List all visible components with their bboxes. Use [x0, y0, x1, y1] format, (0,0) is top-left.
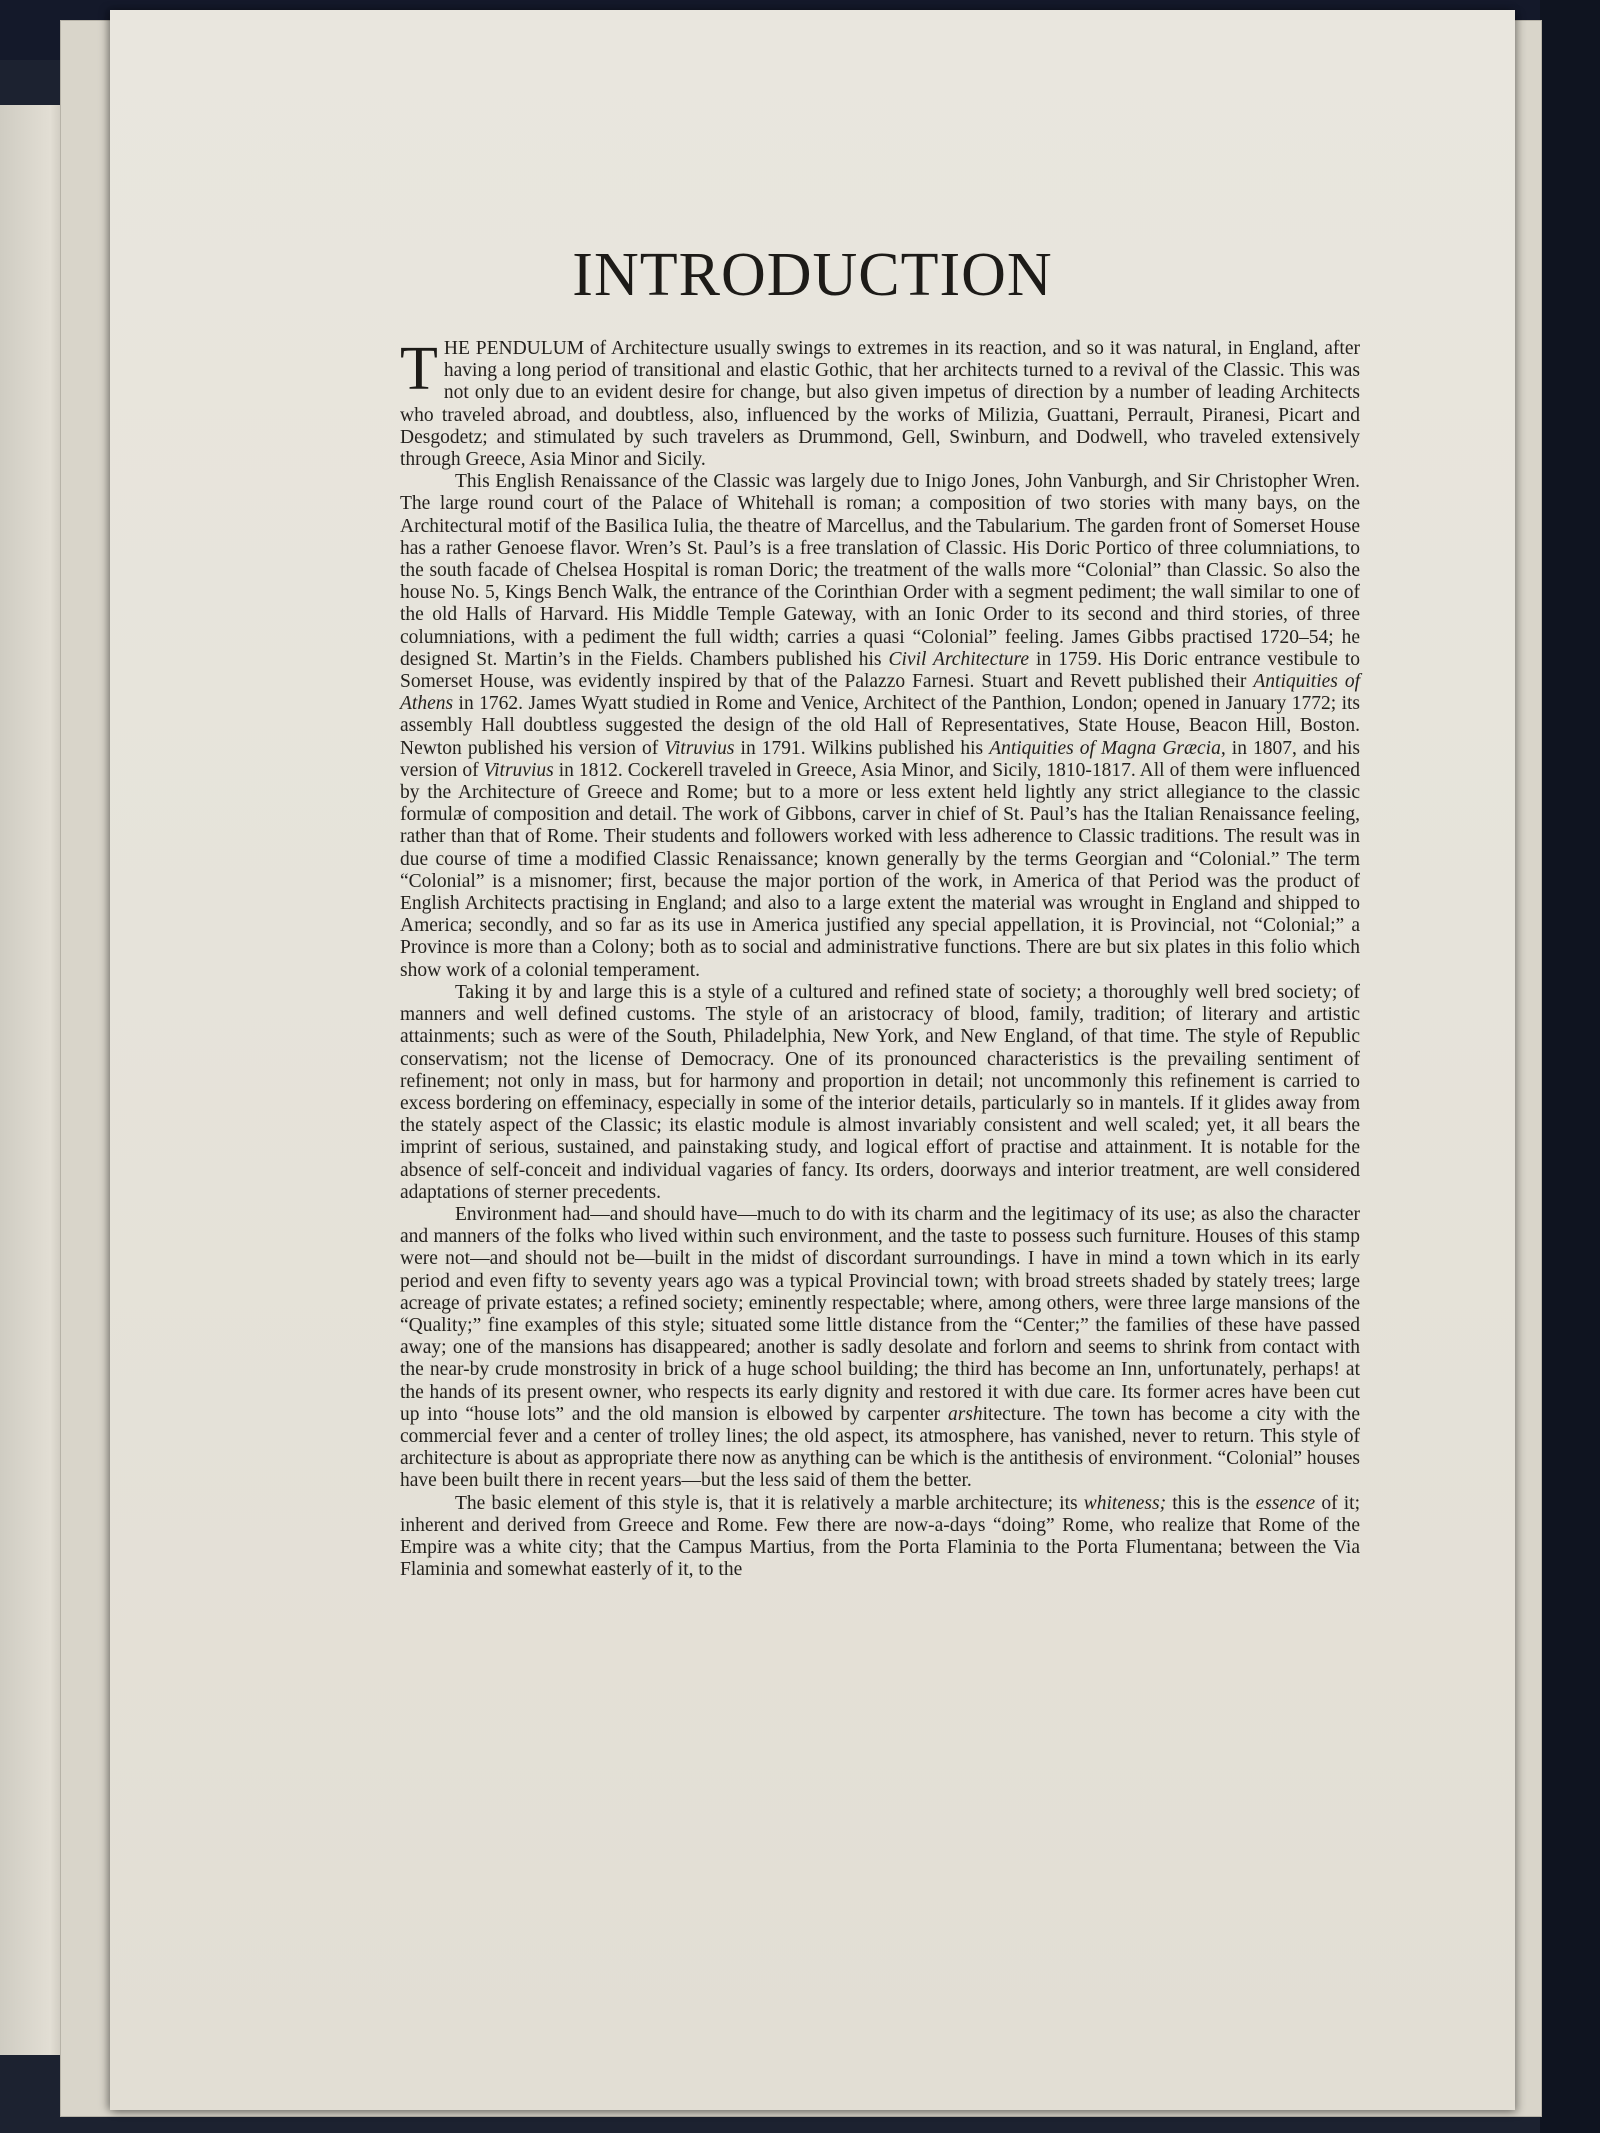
paragraph-1 [400, 335, 1360, 471]
document-page [110, 10, 1515, 2110]
italic-text: Antiquities of Magna Græcia, [989, 737, 1226, 759]
text-run: The basic element of this style is, that it is relatively a marble architecture; its [455, 1492, 1084, 1514]
background-right [1540, 0, 1600, 2133]
paragraph-2 [400, 471, 1360, 982]
text-run: This English Renaissance of the Classic was largely due to Inigo Jones, John Vanburgh, and Sir Christopher Wren. The large round court of the Palace of Whitehall is roman; a composition of two stories with many bays, on the Architectural motif of the Basilica Iulia, the theatre of Marcellus, and the Tabularium. The garden front of Somerset House has a rather Genoese flavor. Wren’s St. Paul’s is a free translation of Classic. His Doric Portico of three columniations, to the south facade of Chelsea Hospital is roman Doric; the treatment of the walls more “Colonial” than Classic. So also the house No. 5, Kings Bench Walk, the entrance of the Corinthian Order with a segment pediment; the wall similar to one of the old Halls of Harvard. His Middle Temple Gateway, with an Ionic Order to its second and third stories, of three columniations, with a pediment the full width; carries a quasi “Colonial” feeling. James Gibbs practised 1720–54; he designed St. Martin’s in the Fields. Chambers published his [400, 471, 1360, 670]
italic-text: Vitruvius [483, 759, 554, 781]
text-run: in 1791. Wilkins published his [734, 737, 990, 759]
text-run: HE PENDULUM of Architecture usually swings to extremes in its reaction, and so it was natural, in England, after having a long period of transitional and elastic Gothic, that her architects turned to a revival of the Classic. This was not only due to an evident desire for change, but also given impetus of direction by a number of leading Architects who traveled abroad, and doubtless, also, influenced by the works of Milizia, Guattani, Perrault, Piranesi, Picart and Desgodetz; and stimulated by such travelers as Drummond, Gell, Swinburn, and Dodwell, who traveled extensively through Greece, Asia Minor and Sicily. [400, 338, 1360, 471]
text-run: in 1759. His Doric entrance vestibule to Somerset House, was evidently inspired by that of the Palazzo Farnesi. Stuart and Revett published their [400, 648, 1361, 693]
paragraph-3 [400, 982, 1360, 1204]
paragraph-4 [400, 1204, 1360, 1493]
paragraph-5 [400, 1493, 1360, 1582]
introduction-body [400, 335, 1361, 1581]
text-run: in 1762. James Wyatt studied in Rome and Venice, Architect of the Panthion, London; opened in January 1772; its assembly Hall doubtless suggested the design of the old Hall of Representatives, State House, Beacon Hill, Boston. Newton published his version of [400, 693, 1360, 759]
drop-cap: T [400, 335, 438, 403]
page-title: INTRODUCTION [572, 241, 1053, 309]
italic-text: Vitruvius [664, 737, 735, 759]
text-run: of it; inherent and derived from Greece and Rome. Few there are now-a-days “doing” Rome, who realize that Rome of the Empire was a white city; that the Campus Martius, from the Porta Flaminia to the Porta Flumentana; between the Via Flaminia and somewhat easterly of it, to the [400, 1492, 1361, 1581]
italic-text: Antiquities of Athens [400, 671, 1361, 715]
italic-text: whiteness; [1083, 1492, 1167, 1514]
text-run: in 1807, and his version of [400, 737, 1360, 781]
text-run: Environment had—and should have—much to do with its charm and the legitimacy of its use; as also the character and manners of the folks who lived within such environment, and the taste to possess such furniture. Houses of this stamp were not—and should not be—built in the midst of discordant surroundings. I have in mind a town which in its early period and even fifty to seventy years ago was a typical Provincial town; with broad streets shaded by stately trees; large acreage of private estates; a refined society; eminently respectable; where, among others, were three large mansions of the “Quality;” fine examples of this style; situated some little distance from the “Center;” the families of these have passed away; one of the mansions has disappeared; another is sadly desolate and forlorn and seems to shrink from contact with the near-by crude monstrosity in brick of a huge school building; the third has become an Inn, unfortunately, perhaps! at the hands of its present owner, who respects its early dignity and restored it with due care. Its former acres have been cut up into “house lots” and the old mansion is elbowed by carpenter [400, 1203, 1360, 1425]
italic-text: essence [1255, 1492, 1316, 1514]
text-run: Taking it by and large this is a style of a cultured and refined state of society; a thoroughly well bred society; of manners and well defined customs. The style of an aristocracy of blood, family, tradition; of literary and artistic attainments; such as were of the South, Philadelphia, New York, and New England, of that time. The style of Republic conservatism; not the license of Democracy. One of its pronounced characteristics is the prevailing sentiment of refinement; not only in mass, but for harmony and proportion in detail; not uncommonly this refinement is carried to excess bordering on effeminacy, especially in some of the interior details, particularly so in mantels. If it glides away from the stately aspect of the Classic; its elastic module is almost invariably consistent and well scaled; yet, it all bears the imprint of serious, sustained, and painstaking study, and logical effort of practise and attainment. It is notable for the absence of self-conceit and individual vagaries of fancy. Its orders, doorways and interior treatment, are well considered adaptations of sterner precedents. [400, 981, 1360, 1203]
italic-text: arsh [947, 1403, 983, 1425]
text-run: itecture. The town has become a city with the commercial fever and a center of trolley lines; the old aspect, its atmosphere, has vanished, never to return. This style of architecture is about as appropriate there now as anything can be which is the antithesis of environment. “Colonial” houses have been built there in recent years—but the less said of them the better. [400, 1403, 1360, 1492]
text-run: this is the [1166, 1492, 1256, 1514]
italic-text: Civil Architecture [888, 648, 1030, 670]
text-run: in 1812. Cockerell traveled in Greece, Asia Minor, and Sicily, 1810-1817. All of them were influenced by the Architecture of Greece and Rome; but to a more or less extent held lightly any strict allegiance to the classic formulæ of composition and detail. The work of Gibbons, carver in chief of St. Paul’s has the Italian Renaissance feeling, rather than that of Rome. Their students and followers worked with less adherence to Classic traditions. The result was in due course of time a modified Classic Renaissance; known generally by the terms Georgian and “Colonial.” The term “Colonial” is a misnomer; first, because the major portion of the work, in America of that Period was the product of English Architects practising in England; and also to a large extent the material was wrought in England and shipped to America; secondly, and so far as its use in America justified any special appellation, it is Provincial, not “Colonial;” a Province is more than a Colony; both as to social and administrative functions. There are but six plates in this folio which show work of a colonial temperament. [400, 759, 1360, 981]
